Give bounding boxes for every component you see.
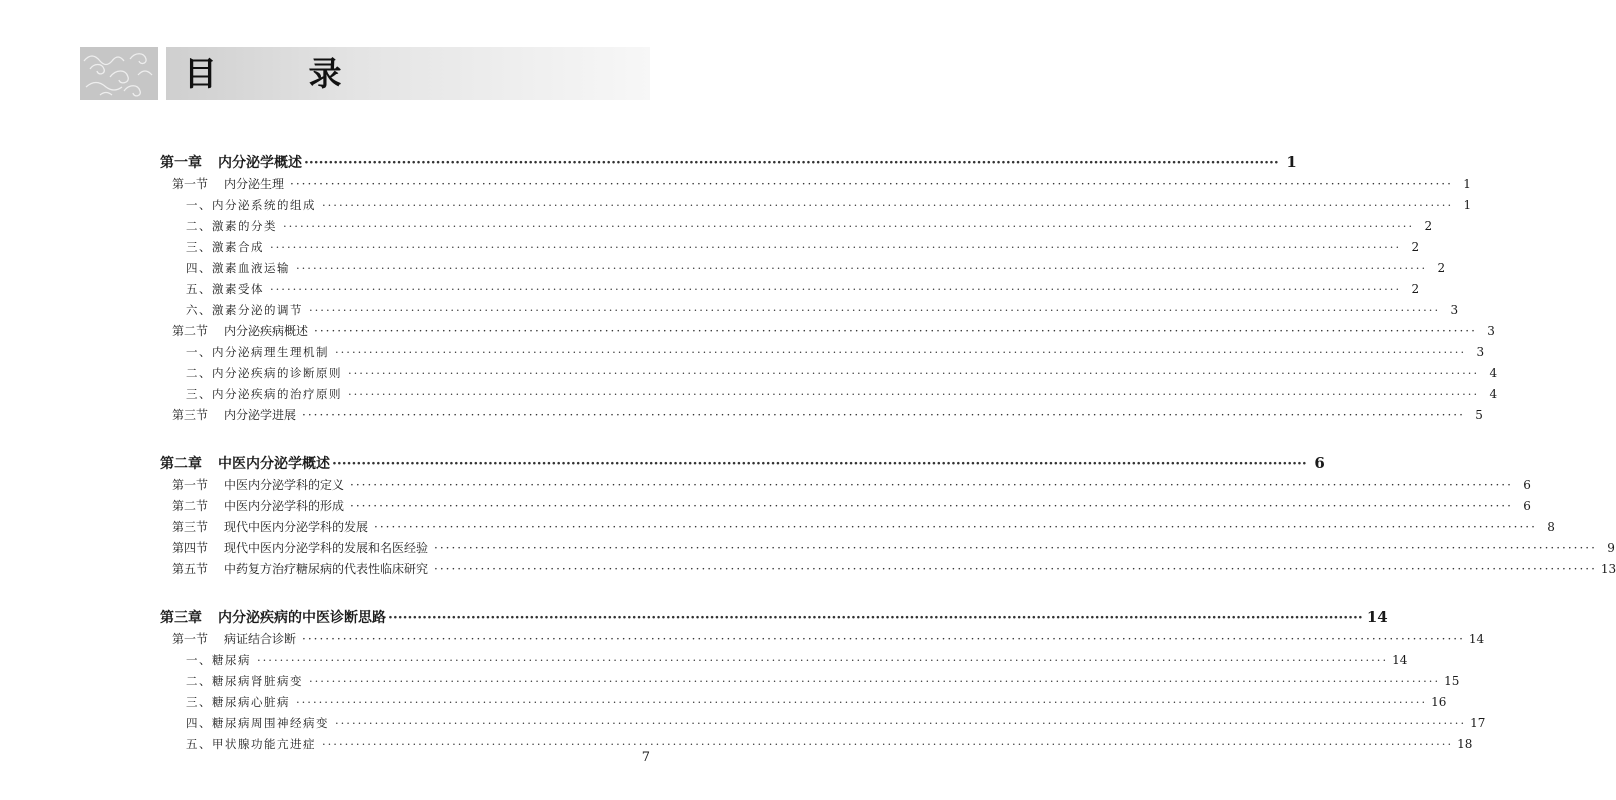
toc-page-number: 18 xyxy=(1457,737,1473,751)
toc-item-title: 五、甲状腺功能亢进症 xyxy=(186,737,316,751)
toc-page-number: 9 xyxy=(1607,541,1615,555)
toc-section-title: 现代中医内分泌学科的发展 xyxy=(224,520,369,534)
toc-page-number: 3 xyxy=(1487,324,1495,338)
toc-item[interactable] xyxy=(160,342,1485,363)
toc-page-number: 2 xyxy=(1411,282,1420,296)
toc-section[interactable] xyxy=(160,517,1555,538)
toc-section-title: 内分泌学进展 xyxy=(224,408,297,422)
toc-chapter-title: 内分泌疾病的中医诊断思路 xyxy=(218,610,386,626)
toc-chapter-number: 第二章 xyxy=(160,456,202,472)
toc-section-title: 内分泌疾病概述 xyxy=(224,324,309,338)
dot-leader: ········································································································································································································ xyxy=(270,282,1402,296)
toc-section-number: 第一节 xyxy=(172,478,209,492)
dot-leader: ········································································································································································································ xyxy=(302,632,1465,646)
chapter-gap xyxy=(160,580,655,605)
dot-leader: ········································································································································································································ xyxy=(309,303,1441,317)
toc-item-title: 六、激素分泌的调节 xyxy=(186,303,303,317)
toc-page-number: 1 xyxy=(1463,198,1472,212)
toc-page-number: 3 xyxy=(1450,303,1459,317)
toc-page-number: 6 xyxy=(1523,478,1531,492)
toc-section[interactable] xyxy=(160,405,1483,426)
toc-section-number: 第二节 xyxy=(172,324,209,338)
toc-page-number: 2 xyxy=(1437,261,1446,275)
toc-item[interactable] xyxy=(160,363,1498,384)
toc-section-number: 第四节 xyxy=(172,541,209,555)
toc-section-title: 中医内分泌学科的形成 xyxy=(224,499,345,513)
toc-item[interactable] xyxy=(160,258,1446,279)
toc-page-number: 2 xyxy=(1411,240,1420,254)
toc-section-title: 中医内分泌学科的定义 xyxy=(224,478,345,492)
toc-page-number: 4 xyxy=(1489,387,1498,401)
dot-leader: ········································································································································································································ xyxy=(335,345,1467,359)
toc-item-title: 四、糖尿病周围神经病变 xyxy=(186,716,329,730)
toc-item-title: 三、激素合成 xyxy=(186,240,264,254)
dot-leader: ········································································································································································································ xyxy=(322,737,1454,751)
dot-leader: ········································································································································································································ xyxy=(302,408,1465,422)
page-title: 目 录 xyxy=(184,54,382,93)
toc-page-number: 17 xyxy=(1470,716,1486,730)
toc-section-number: 第三节 xyxy=(172,520,209,534)
toc-item[interactable] xyxy=(160,671,1460,692)
toc-item-title: 二、糖尿病肾脏病变 xyxy=(186,674,303,688)
toc-chapter[interactable] xyxy=(160,451,1325,475)
toc-section[interactable] xyxy=(160,174,1471,195)
toc-page-number: 15 xyxy=(1444,674,1460,688)
toc-page-number: 13 xyxy=(1600,562,1616,576)
toc-item[interactable] xyxy=(160,195,1472,216)
toc-page-number: 14 xyxy=(1392,653,1408,667)
dot-leader: ········································································································································································································ xyxy=(335,716,1467,730)
toc-item-title: 一、内分泌病理生理机制 xyxy=(186,345,329,359)
toc-item[interactable] xyxy=(160,734,1473,755)
toc-item[interactable] xyxy=(160,713,1486,734)
dot-leader: ········································································································································································································ xyxy=(270,240,1402,254)
toc-section[interactable] xyxy=(160,475,1531,496)
toc-section-number: 第五节 xyxy=(172,562,209,576)
toc-page-number: 8 xyxy=(1547,520,1555,534)
toc-section-number: 第二节 xyxy=(172,499,209,513)
toc-chapter-title: 中医内分泌学概述 xyxy=(218,456,330,472)
dot-leader: ········································································································································································································ xyxy=(296,695,1428,709)
cloud-pattern-icon xyxy=(80,47,158,100)
chapter-gap xyxy=(160,426,655,451)
dot-leader: ········································································································································································································ xyxy=(374,520,1537,534)
header-ornament xyxy=(80,47,158,100)
toc-item[interactable] xyxy=(160,216,1433,237)
toc-page-number: 4 xyxy=(1489,366,1498,380)
dot-leader: ········································································································································································································ xyxy=(314,324,1477,338)
dot-leader: ········································································································································································································ xyxy=(290,177,1453,191)
toc-chapter-number: 第一章 xyxy=(160,155,202,171)
dot-leader: ········································································································································································································ xyxy=(348,387,1480,401)
dot-leader: ········································································································································································································ xyxy=(388,610,1363,626)
toc-item-title: 五、激素受体 xyxy=(186,282,264,296)
dot-leader: ········································································································································································································ xyxy=(304,155,1279,171)
page-number: 7 xyxy=(641,750,650,765)
dot-leader: ········································································································································································································ xyxy=(350,499,1513,513)
toc-item[interactable] xyxy=(160,650,1408,671)
toc-section[interactable] xyxy=(160,629,1485,650)
toc-item-title: 四、激素血液运输 xyxy=(186,261,290,275)
toc-item[interactable] xyxy=(160,692,1447,713)
dot-leader: ········································································································································································································ xyxy=(309,674,1441,688)
toc-page-number: 5 xyxy=(1475,408,1483,422)
dot-leader: ········································································································································································································ xyxy=(332,456,1307,472)
toc-page-number: 1 xyxy=(1286,153,1297,171)
toc-item[interactable] xyxy=(160,237,1420,258)
toc-item-title: 一、内分泌系统的组成 xyxy=(186,198,316,212)
dot-leader: ········································································································································································································ xyxy=(283,219,1415,233)
dot-leader: ········································································································································································································ xyxy=(434,541,1597,555)
toc-section-number: 第一节 xyxy=(172,177,209,191)
toc-item[interactable] xyxy=(160,300,1459,321)
toc-section[interactable] xyxy=(160,559,1616,580)
toc-page-number: 3 xyxy=(1476,345,1485,359)
dot-leader: ········································································································································································································ xyxy=(348,366,1480,380)
toc-section-number: 第一节 xyxy=(172,632,209,646)
toc-item-title: 二、激素的分类 xyxy=(186,219,277,233)
dot-leader: ········································································································································································································ xyxy=(350,478,1513,492)
toc-page-number: 6 xyxy=(1523,499,1531,513)
toc-item-title: 三、糖尿病心脏病 xyxy=(186,695,290,709)
toc-section[interactable] xyxy=(160,538,1615,559)
toc-item-title: 三、内分泌疾病的治疗原则 xyxy=(186,387,342,401)
toc-page-number: 2 xyxy=(1424,219,1433,233)
toc-section[interactable] xyxy=(160,321,1495,342)
toc-item[interactable] xyxy=(160,279,1420,300)
toc-section-title: 病证结合诊断 xyxy=(224,632,297,646)
dot-leader: ········································································································································································································ xyxy=(296,261,1428,275)
toc-section-title: 中药复方治疗糖尿病的代表性临床研究 xyxy=(224,562,429,576)
toc-item-title: 一、糖尿病 xyxy=(186,653,251,667)
toc-section-title: 内分泌生理 xyxy=(224,177,285,191)
toc-page-number: 6 xyxy=(1314,454,1325,472)
toc-page-number: 1 xyxy=(1463,177,1471,191)
toc-page-number: 14 xyxy=(1366,608,1388,626)
dot-leader: ········································································································································································································ xyxy=(434,562,1597,576)
toc-section[interactable] xyxy=(160,496,1531,517)
toc-page-number: 14 xyxy=(1468,632,1485,646)
toc-chapter[interactable] xyxy=(160,605,1388,629)
toc-section-title: 现代中医内分泌学科的发展和名医经验 xyxy=(224,541,429,555)
toc-section-number: 第三节 xyxy=(172,408,209,422)
toc-page-number: 16 xyxy=(1431,695,1447,709)
toc-chapter-number: 第三章 xyxy=(160,610,202,626)
table-of-contents xyxy=(160,150,1616,755)
toc-item[interactable] xyxy=(160,384,1498,405)
dot-leader: ········································································································································································································ xyxy=(257,653,1389,667)
toc-item-title: 二、内分泌疾病的诊断原则 xyxy=(186,366,342,380)
dot-leader: ········································································································································································································ xyxy=(322,198,1454,212)
toc-chapter-title: 内分泌学概述 xyxy=(218,155,302,171)
toc-chapter[interactable] xyxy=(160,150,1297,174)
